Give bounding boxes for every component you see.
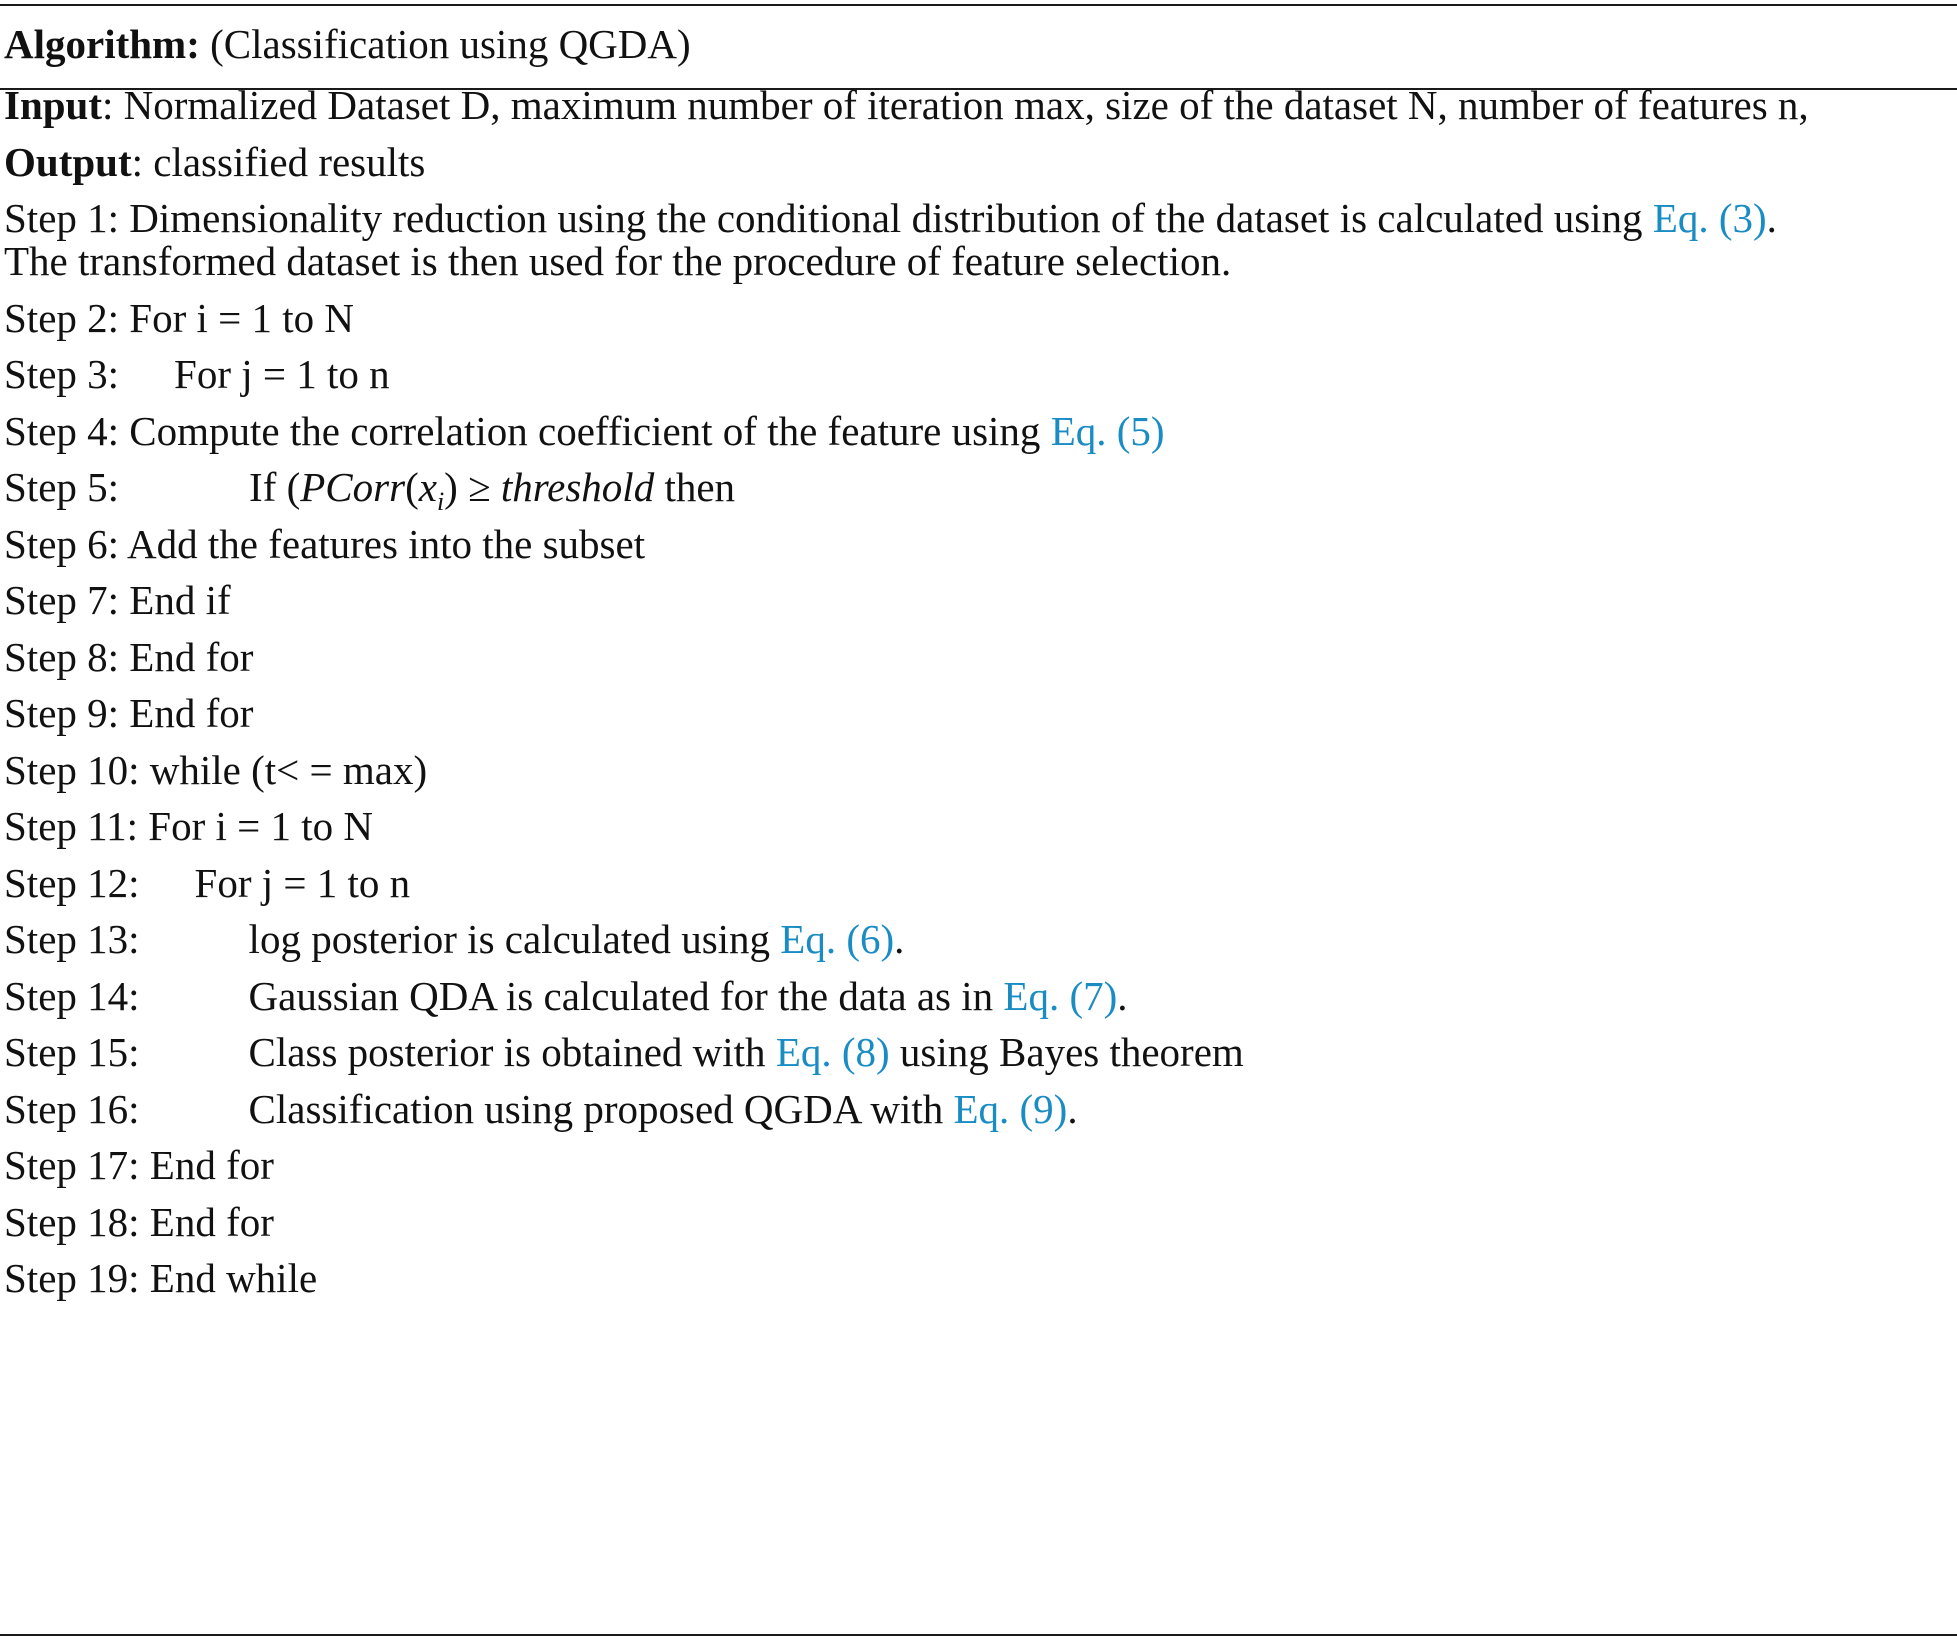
step-16 [4,1082,1078,1136]
step-14-period: . [1117,973,1128,1019]
step-5-paren-open: ( [405,464,419,510]
step-1-text: Step 1: Dimensionality reduction using the conditional distribution of the dataset is calculated using [4,195,1653,241]
output-text: : classified results [131,139,426,185]
step-12 [4,856,410,910]
step-14-label: Step 14: [4,973,140,1019]
input-line [4,78,1809,132]
step-4 [4,404,1165,458]
step-16-period: . [1067,1086,1078,1132]
step-5-then: then [654,464,736,510]
output-line [4,135,425,189]
step-13-period: . [894,916,905,962]
step-7: Step 7: End if [4,577,231,623]
step-12-text: For j = 1 to n [194,860,411,906]
step-5-label: Step 5: [4,464,120,510]
feature-variable: x [418,464,437,510]
step-15 [4,1025,1244,1079]
step-14-text: Gaussian QDA is calculated for the data as in [248,973,1004,1019]
step-16-label: Step 16: [4,1086,140,1132]
step-6: Step 6: Add the features into the subset [4,521,646,567]
top-rule [0,4,1957,6]
eq-9-link[interactable]: Eq. (9) [953,1086,1068,1132]
step-4-text: Step 4: Compute the correlation coefficient of the feature using [4,408,1051,454]
input-text: : Normalized Dataset D, maximum number of iteration max, size of the dataset N, number of features n, [102,82,1809,128]
step-5-compare: ) ≥ [444,464,501,510]
step-9: Step 9: End for [4,690,254,736]
step-19: Step 19: End while [4,1255,318,1301]
algorithm-title: (Classification using QGDA) [210,21,691,67]
step-1-period: . [1766,195,1777,241]
eq-5-link[interactable]: Eq. (5) [1050,408,1165,454]
step-16-text: Classification using proposed QGDA with [248,1086,954,1132]
step-17: Step 17: End for [4,1142,274,1188]
step-15-suffix: using Bayes theorem [889,1029,1244,1075]
pcorr-function: PCorr [300,464,406,510]
step-12-label: Step 12: [4,860,140,906]
step-15-text: Class posterior is obtained with [248,1029,776,1075]
step-15-label: Step 15: [4,1029,140,1075]
step-2: Step 2: For i = 1 to N [4,295,355,341]
input-label: Input [4,82,103,128]
step-18: Step 18: End for [4,1199,274,1245]
step-3-text: For j = 1 to n [174,351,390,397]
step-3 [4,347,390,401]
threshold-variable: threshold [500,464,655,510]
eq-6-link[interactable]: Eq. (6) [780,916,895,962]
step-1-continued: The transformed dataset is then used for the procedure of feature selection. [4,238,1232,284]
step-10: Step 10: while (t< = max) [4,747,428,793]
algorithm-label: Algorithm: [4,21,200,67]
output-label: Output [4,139,132,185]
algorithm-header [4,17,691,71]
step-5 [4,460,735,514]
step-5-if: If ( [249,464,301,510]
step-11: Step 11: For i = 1 to N [4,803,373,849]
eq-3-link[interactable]: Eq. (3) [1652,195,1767,241]
eq-8-link[interactable]: Eq. (8) [775,1029,890,1075]
bottom-rule [0,1634,1957,1636]
step-14 [4,969,1128,1023]
step-3-label: Step 3: [4,351,120,397]
step-13 [4,912,904,966]
step-13-label: Step 13: [4,916,140,962]
eq-7-link[interactable]: Eq. (7) [1003,973,1118,1019]
step-8: Step 8: End for [4,634,254,680]
step-13-text: log posterior is calculated using [248,916,781,962]
feature-index: i [436,487,445,516]
